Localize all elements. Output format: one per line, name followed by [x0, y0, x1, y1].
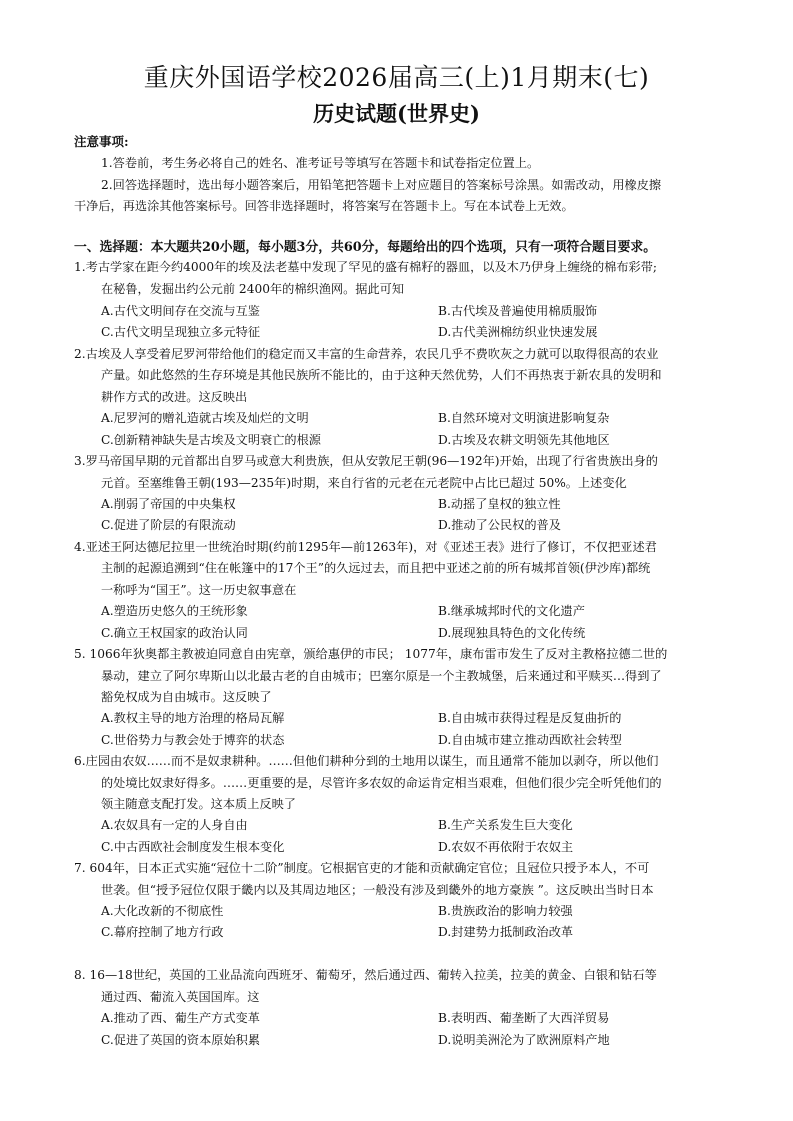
- question-2-option-c: C.创新精神缺失是古埃及文明衰亡的根源: [101, 433, 321, 447]
- notice-item-1: 1.答卷前，考生务必将自己的姓名、准考证号等填写在答题卡和试卷指定位置上。: [101, 156, 540, 170]
- question-1-line-2: 在秘鲁，发掘出约公元前 2400年的棉织渔网。据此可知: [101, 282, 405, 296]
- question-2-option-b: B.自然环境对文明演进影响复杂: [438, 411, 610, 425]
- question-1-option-a: A.古代文明间存在交流与互鉴: [101, 304, 260, 318]
- notice-item-2-line-2: 干净后，再选涂其他答案标号。回答非选择题时，将答案写在答题卡上。写在本试卷上无效。: [74, 199, 574, 213]
- question-7-option-c: C.幕府控制了地方行政: [101, 925, 224, 939]
- question-8-line-1: 8. 16—18世纪，英国的工业品流向西班牙、葡萄牙，然后通过西、葡转入拉美，拉美的黄金、白银和钻石等: [74, 968, 657, 982]
- question-1-option-c: C.古代文明呈现独立多元特征: [101, 325, 261, 339]
- question-6-line-3: 领主随意支配打发。这本质上反映了: [101, 797, 296, 811]
- question-8-option-b: B.表明西、葡垄断了大西洋贸易: [438, 1011, 610, 1025]
- question-7-line-2: 世袭。但“授予冠位仅限于畿内以及其周边地区；一般没有涉及到畿外的地方豪族 ”。这反映出当时日本: [101, 883, 654, 897]
- question-3-option-b: B.动摇了皇权的独立性: [438, 497, 561, 511]
- question-6-option-d: D.农奴不再依附于农奴主: [438, 840, 574, 854]
- question-2-option-d: D.古埃及农耕文明领先其他地区: [438, 433, 610, 447]
- question-3-line-2: 元首。至塞维鲁王朝(193—235年)时期，来自行省的元老在元老院中占比已超过 50%。上述变化: [101, 476, 627, 490]
- question-7-line-1: 7. 604年，日本正式实施“冠位十二阶”制度。它根据官吏的才能和贡献确定官位；且冠位只授予本人，不可: [74, 861, 650, 875]
- question-2-line-3: 耕作方式的改进。这反映出: [101, 390, 248, 404]
- question-3-option-d: D.推动了公民权的普及: [438, 518, 561, 532]
- question-4-option-b: B.继承城邦时代的文化遗产: [438, 604, 585, 618]
- question-5-line-2: 暴动，建立了阿尔卑斯山以北最古老的自由城市；巴塞尔原是一个主教城堡，后来通过和平赎买…得到了: [101, 669, 662, 683]
- question-1-option-b: B.古代埃及普遍使用棉质服饰: [438, 304, 598, 318]
- section-heading: 一、选择题：本大题共20小题，每小题3分，共60分，每题给出的四个选项，只有一项符合题目要求。: [74, 240, 656, 255]
- question-2-line-1: 2.古埃及人享受着尼罗河带给他们的稳定而又丰富的生命营养，农民几乎不费吹灰之力就可以取得很高的农业: [74, 347, 659, 361]
- question-4-line-1: 4.亚述王阿达德尼拉里一世统治时期(约前1295年—前1263年)，对《亚述王表》进行了修订，不仅把亚述君: [74, 540, 657, 554]
- question-4-line-2: 主制的起源追溯到“住在帐篷中的17个王”的久远过去，而且把中亚述之前的所有城邦首领(伊沙库)都统: [101, 561, 651, 575]
- question-5-line-1: 5. 1066年狄奥都主教被迫同意自由宪章，颁给惠伊的市民； 1077年，康布雷市发生了反对主教格拉德二世的: [74, 647, 668, 661]
- question-5-option-c: C.世俗势力与教会处于博弈的状态: [101, 733, 285, 747]
- question-7-option-a: A.大化改新的不彻底性: [101, 904, 224, 918]
- question-7-option-d: D.封建势力抵制政治改革: [438, 925, 574, 939]
- question-4-option-a: A.塑造历史悠久的王统形象: [101, 604, 248, 618]
- question-5-option-b: B.自由城市获得过程是反复曲折的: [438, 711, 622, 725]
- exam-title: 重庆外国语学校2026届高三(上)1月期末(七): [143, 63, 650, 92]
- question-2-option-a: A.尼罗河的赠礼造就古埃及灿烂的文明: [101, 411, 309, 425]
- question-8-option-a: A.推动了西、葡生产方式变革: [101, 1011, 260, 1025]
- question-6-line-2: 的处境比奴隶好得多。……更重要的是，尽管许多农奴的命运肯定相当艰难，但他们很少完全听凭他们的: [101, 776, 662, 790]
- question-3-option-a: A.削弱了帝国的中央集权: [101, 497, 236, 511]
- question-1-line-1: 1.考古学家在距今约4000年的埃及法老墓中发现了罕见的盛有棉籽的器皿，以及木乃伊身上缠绕的棉布彩带;: [74, 260, 657, 274]
- question-8-option-d: D.说明美洲沦为了欧洲原料产地: [438, 1033, 610, 1047]
- question-8-line-2: 通过西、葡流入英国国库。这: [101, 990, 260, 1004]
- question-3-option-c: C.促进了阶层的有限流动: [101, 518, 236, 532]
- question-6-line-1: 6.庄园由农奴……而不是奴隶耕种。……但他们耕种分到的土地用以谋生，而且通常不能加以剥夺，所以他们: [74, 754, 659, 768]
- question-6-option-c: C.中古西欧社会制度发生根本变化: [101, 840, 285, 854]
- question-8-option-c: C.促进了英国的资本原始积累: [101, 1033, 261, 1047]
- notice-heading: 注意事项:: [74, 134, 129, 149]
- question-5-line-3: 豁免权成为自由城市。这反映了: [101, 690, 272, 704]
- exam-subtitle: 历史试题(世界史): [313, 101, 480, 126]
- question-1-option-d: D.古代美洲棉纺织业快速发展: [438, 325, 598, 339]
- question-6-option-a: A.农奴具有一定的人身自由: [101, 818, 248, 832]
- notice-item-2-line-1: 2.回答选择题时，选出每小题答案后，用铅笔把答题卡上对应题目的答案标号涂黑。如需改动，用橡皮擦: [101, 178, 662, 192]
- question-5-option-d: D.自由城市建立推动西欧社会转型: [438, 733, 622, 747]
- question-2-line-2: 产量。如此悠然的生存环境是其他民族所不能比的，由于这种天然优势，人们不再热衷于新农具的发明和: [101, 368, 662, 382]
- question-3-line-1: 3.罗马帝国早期的元首都出自罗马或意大利贵族，但从安敦尼王朝(96—192年)开始，出现了行省贵族出身的: [74, 454, 658, 468]
- question-6-option-b: B.生产关系发生巨大变化: [438, 818, 573, 832]
- question-7-option-b: B.贵族政治的影响力较强: [438, 904, 573, 918]
- question-5-option-a: A.教权主导的地方治理的格局瓦解: [101, 711, 285, 725]
- question-4-option-c: C.确立王权国家的政治认同: [101, 626, 248, 640]
- question-4-option-d: D.展现独具特色的文化传统: [438, 626, 586, 640]
- question-4-line-3: 一称呼为“国王”。这一历史叙事意在: [101, 583, 297, 597]
